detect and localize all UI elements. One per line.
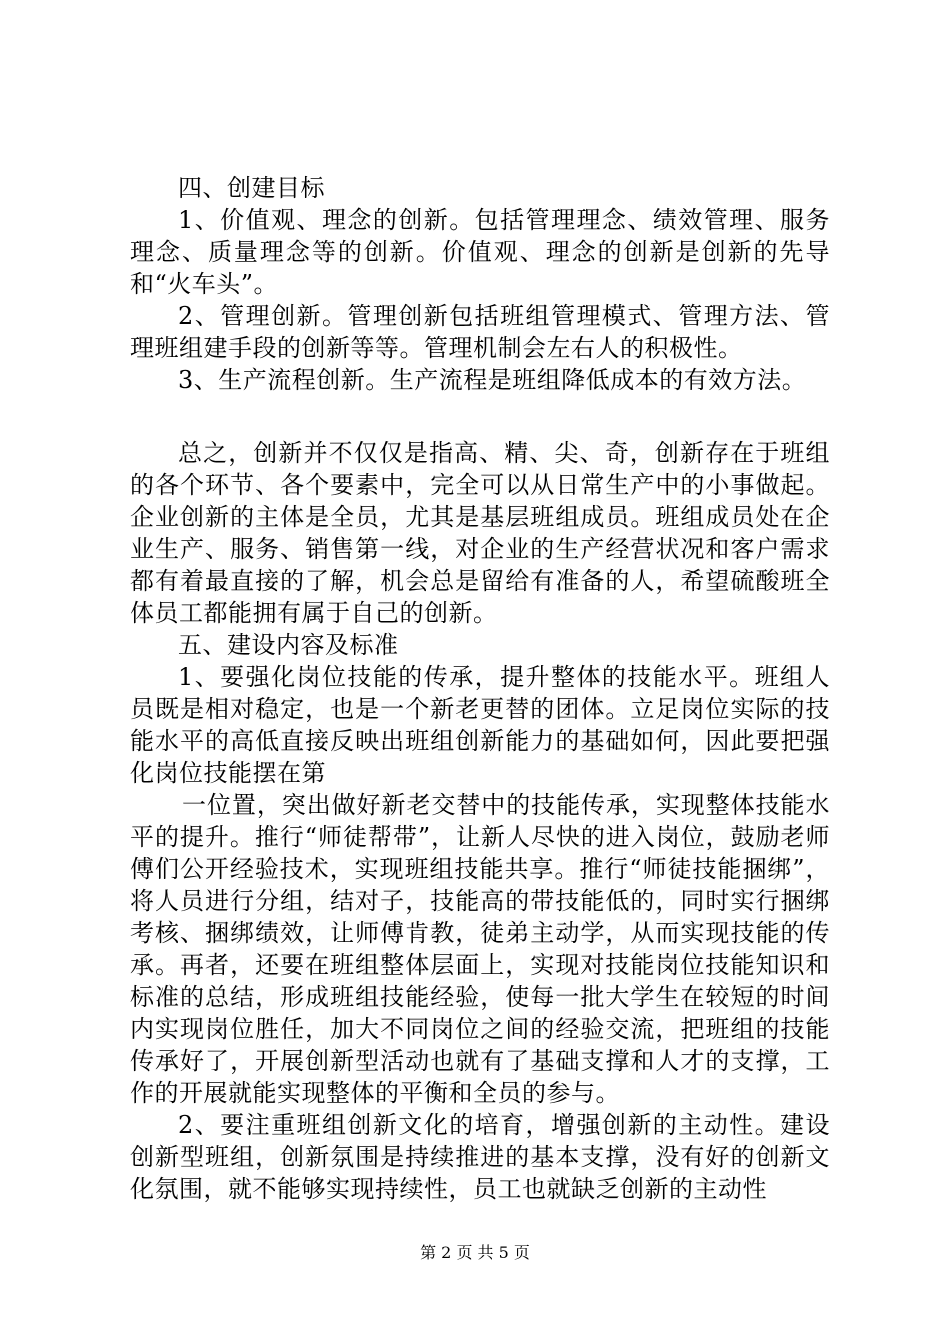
paragraph-innovation-culture: 2、要注重班组创新文化的培育，增强创新的主动性。建设创新型班组，创新氛围是持续推进的基本支撑，没有好的创新文化氛围，就不能够实现持续性，员工也就缺乏创新的主动性 (130, 1111, 830, 1203)
paragraph-skill-inheritance-continued: 一位置，突出做好新老交替中的技能传承，实现整体技能水平的提升。推行“师徒帮带”，让新人尽快的进入岗位，鼓励老师傅们公开经验技术，实现班组技能共享。推行“师徒技能捆绑”，将人员进行分组，结对子，技能高的带技能低的，同时实行捆绑考核、捆绑绩效，让师傅肯教，徒弟主动学，从而实现技能的传承。再者，还要在班组整体层面上，实现对技能岗位技能知识和标准的总结，形成班组技能经验，使每一批大学生在较短的时间内实现岗位胜任，加大不同岗位之间的经验交流，把班组的技能传承好了，开展创新型活动也就有了基础支撑和人才的支撑，工作的开展就能实现整体的平衡和全员的参与。 (130, 791, 830, 1107)
section-creation-goals (130, 172, 830, 396)
paragraph-process-innovation: 3、生产流程创新。生产流程是班组降低成本的有效方法。 (178, 366, 807, 394)
heading-creation-goals: 四、创建目标 (178, 174, 325, 202)
section-summary-and-content (130, 437, 830, 1205)
paragraph-values-innovation: 1、价值观、理念的创新。包括管理理念、绩效管理、服务理念、质量理念等的创新。价值观、理念的创新是创新的先导和“火车头”。 (130, 206, 830, 298)
paragraph-summary: 总之，创新并不仅仅是指高、精、尖、奇，创新存在于班组的各个环节、各个要素中，完全可以从日常生产中的小事做起。企业创新的主体是全员，尤其是基层班组成员。班组成员处在企业生产、服务、销售第一线，对企业的生产经营状况和客户需求都有着最直接的了解，机会总是留给有准备的人，希望硫酸班全体员工都能拥有属于自己的创新。 (130, 439, 830, 627)
page-number-footer: 第 2 页 共 5 页 (420, 1243, 530, 1262)
paragraph-skill-inheritance: 1、要强化岗位技能的传承，提升整体的技能水平。班组人员既是相对稳定，也是一个新老更替的团体。立足岗位实际的技能水平的高低直接反映出班组创新能力的基础如何，因此要把强化岗位技能摆在第 (130, 663, 830, 787)
paragraph-management-innovation: 2、管理创新。管理创新包括班组管理模式、管理方法、管理班组建手段的创新等等。管理机制会左右人的积极性。 (130, 302, 830, 362)
heading-construction-content: 五、建设内容及标准 (178, 631, 399, 659)
